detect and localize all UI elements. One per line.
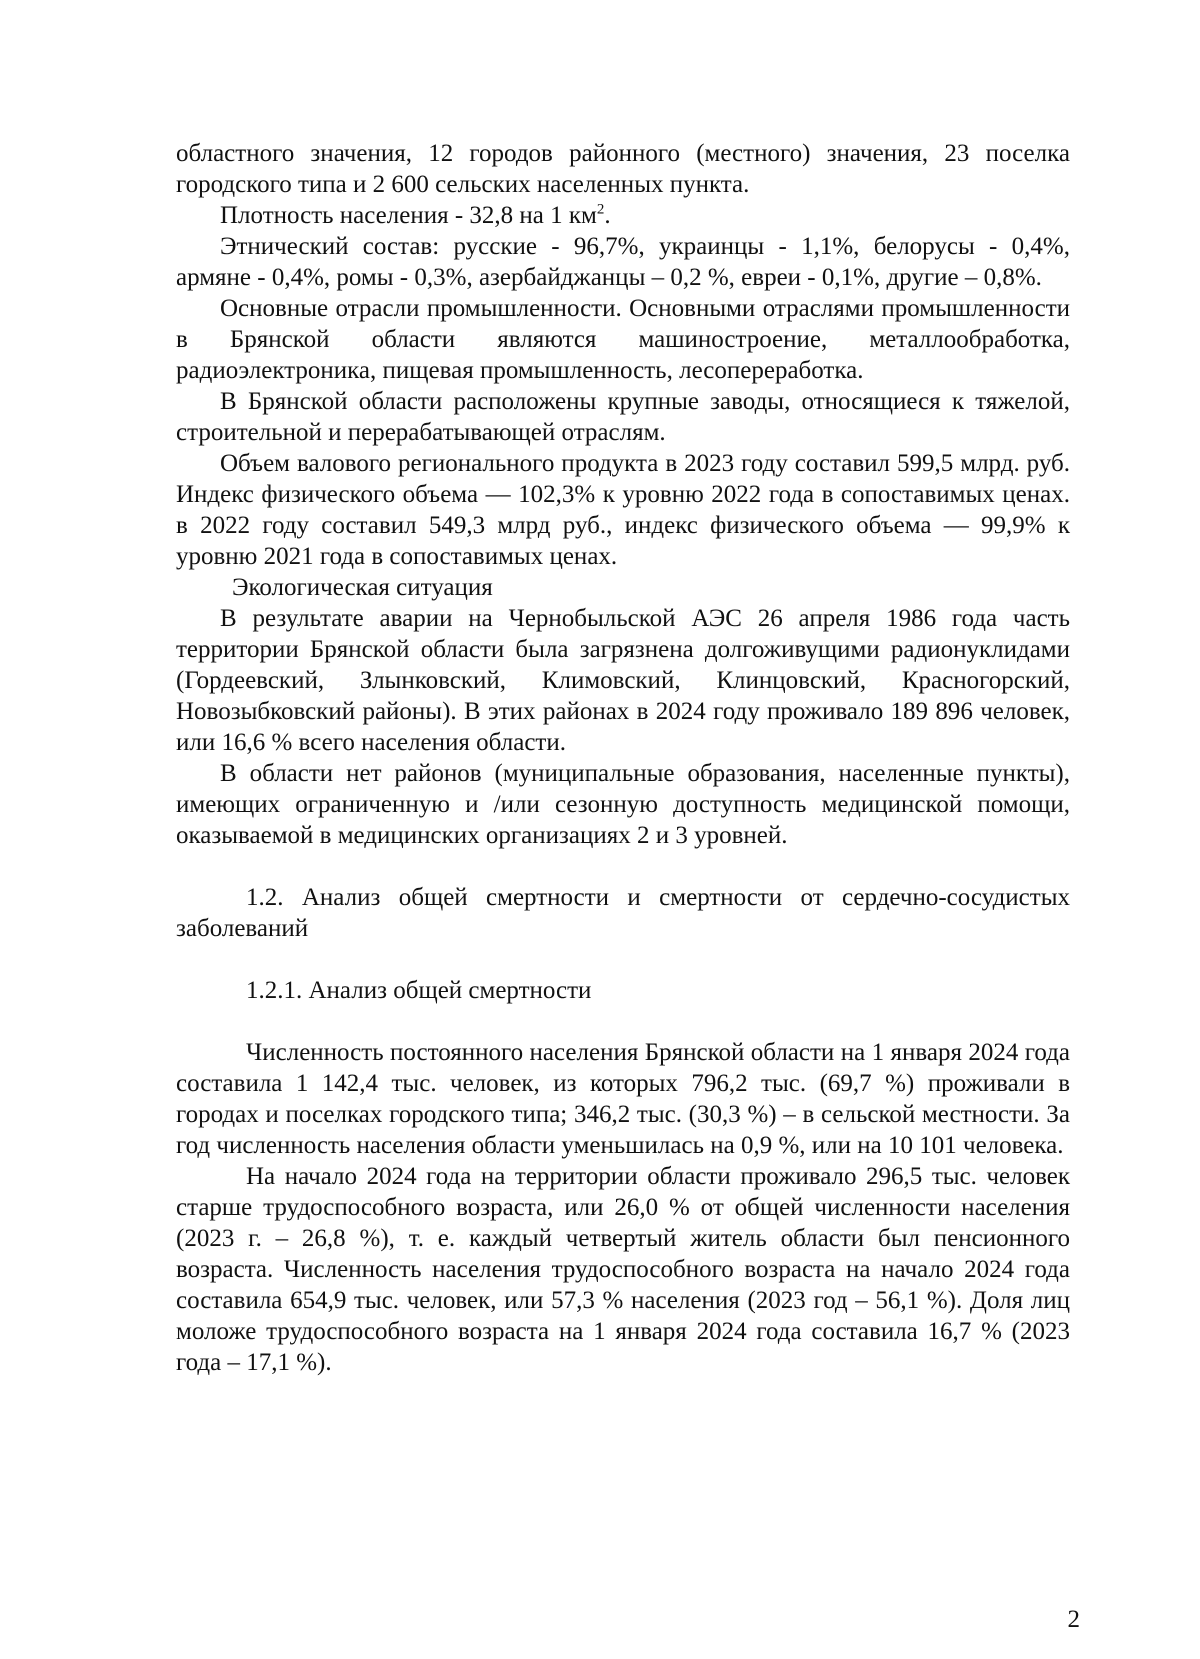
section-heading-1-2-1: 1.2.1. Анализ общей смертности [246,977,592,1004]
page-number: 2 [1067,1606,1080,1633]
density-end: . [604,202,611,229]
paragraph-ecology-heading: Экологическая ситуация [232,574,493,601]
paragraph-chernobyl: В результате аварии на Чернобыльской АЭС 26 апреля 1986 года часть территории Брянской области была загрязнена долгоживущими радионуклидами (Гордеевский, Злынковский, Климовский, Клинцовский, Красногорский, Новозыбковский районы). В этих районах в 2024 году проживало 189 896 человек, или 16,6 % всего населения области. [176,605,1070,756]
paragraph-medical-access: В области нет районов (муниципальные образования, населенные пункты), имеющих ограниченную и /или сезонную доступность медицинской помощи, оказываемой в медицинских организациях 2 и 3 уровней. [176,760,1070,849]
section-heading-1-2: 1.2. Анализ общей смертности и смертности от сердечно-сосудистых заболеваний [176,884,1070,942]
paragraph-density [176,200,1070,231]
paragraph-plants: В Брянской области расположены крупные заводы, относящиеся к тяжелой, строительной и перерабатывающей отраслям. [176,388,1070,446]
paragraph-grp: Объем валового регионального продукта в 2023 году составил 599,5 млрд. руб. Индекс физического объема — 102,3% к уровню 2022 года в сопоставимых ценах. в 2022 году составил 549,3 млрд руб., индекс физического объема — 99,9% к уровню 2021 года в сопоставимых ценах. [176,450,1070,570]
paragraph-settlements: областного значения, 12 городов районного (местного) значения, 23 поселка городского типа и 2 600 сельских населенных пункта. [176,140,1070,198]
density-superscript: 2 [596,201,605,218]
paragraph-ethnic: Этнический состав: русские - 96,7%, украинцы - 1,1%, белорусы - 0,4%, армяне - 0,4%, ромы - 0,3%, азербайджанцы – 0,2 %, евреи - 0,1%, другие – 0,8%. [176,233,1070,291]
document-page [176,138,1070,1378]
paragraph-industry: Основные отрасли промышленности. Основными отраслями промышленности в Брянской области являются машиностроение, металлообработка, радиоэлектроника, пищевая промышленность, лесопереработка. [176,295,1070,384]
paragraph-age-structure: На начало 2024 года на территории области проживало 296,5 тыс. человек старше трудоспособного возраста, или 26,0 % от общей численности населения (2023 г. – 26,8 %), т. е. каждый четвертый житель области был пенсионного возраста. Численность населения трудоспособного возраста на начало 2024 года составила 654,9 тыс. человек, или 57,3 % населения (2023 год – 56,1 %). Доля лиц моложе трудоспособного возраста на 1 января 2024 года составила 16,7 % (2023 года – 17,1 %). [176,1163,1070,1376]
density-text: Плотность населения - 32,8 на 1 км [220,202,597,229]
paragraph-population: Численность постоянного населения Брянской области на 1 января 2024 года составила 1 142,4 тыс. человек, из которых 796,2 тыс. (69,7 %) проживали в городах и поселках городского типа; 346,2 тыс. (30,3 %) – в сельской местности. За год численность населения области уменьшилась на 0,9 %, или на 10 101 человека. [176,1039,1070,1159]
